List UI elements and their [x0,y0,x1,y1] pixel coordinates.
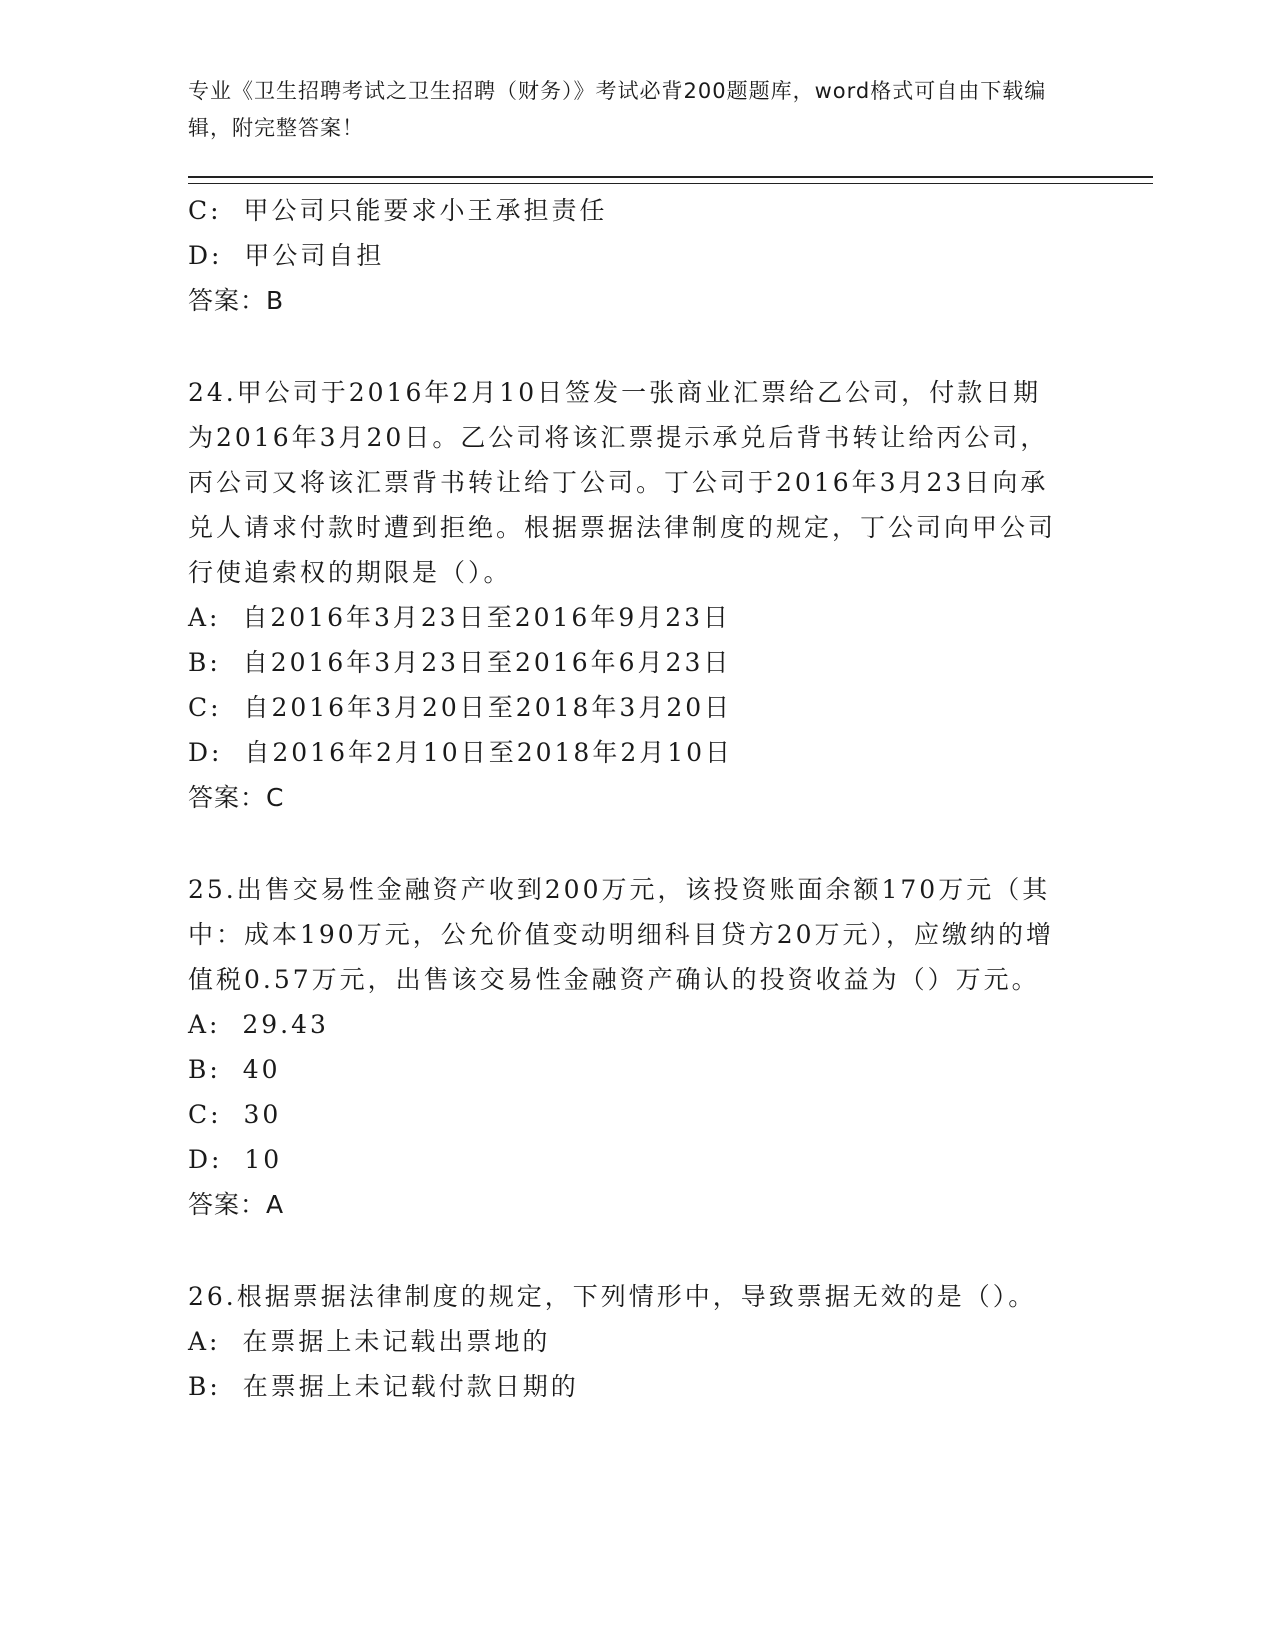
option-a: A: 自2016年3月23日至2016年9月23日 [188,603,732,632]
option-b: B: 在票据上未记载付款日期的 [188,1372,579,1401]
question-text: 24.甲公司于2016年2月10日签发一张商业汇票给乙公司，付款日期为2016年3月20日。乙公司将该汇票提示承兑后背书转让给丙公司，丙公司又将该汇票背书转让给丁公司。丁公司于2016年3月23日向承兑人请求付款时遭到拒绝。根据票据法律制度的规定，丁公司向甲公司行使追索权的期限是（）。 [188,378,1057,587]
option-b: B: 40 [188,1055,281,1084]
answer-line: 答案：A [188,1190,285,1219]
option-c: C: 甲公司只能要求小王承担责任 [188,196,608,225]
question-26 [188,1274,1078,1409]
question-text: 25.出售交易性金融资产收到200万元，该投资账面余额170万元（其中：成本190万元，公允价值变动明细科目贷方20万元），应缴纳的增值税0.57万元，出售该交易性金融资产确认的投资收益为（）万元。 [188,875,1055,994]
option-d: D: 自2016年2月10日至2018年2月10日 [188,738,734,767]
document-body [188,188,1078,1409]
option-d: D: 甲公司自担 [188,241,385,270]
question-23-tail [188,188,1078,323]
option-a: A: 29.43 [188,1010,329,1039]
answer-line: 答案：B [188,286,285,315]
option-d: D: 10 [188,1145,283,1174]
option-c: C: 自2016年3月20日至2018年3月20日 [188,693,733,722]
option-b: B: 自2016年3月23日至2016年6月23日 [188,648,732,677]
question-25 [188,867,1078,1227]
page-header: 专业《卫生招聘考试之卫生招聘（财务）》考试必背200题题库，word格式可自由下载编辑，附完整答案！ [188,79,1047,140]
header-divider-thin [188,183,1153,184]
option-c: C: 30 [188,1100,282,1129]
answer-line: 答案：C [188,783,285,812]
question-text: 26.根据票据法律制度的规定，下列情形中，导致票据无效的是（）。 [188,1282,1037,1311]
option-a: A: 在票据上未记载出票地的 [188,1327,551,1356]
question-24 [188,370,1078,820]
header-divider-thick [188,176,1153,178]
